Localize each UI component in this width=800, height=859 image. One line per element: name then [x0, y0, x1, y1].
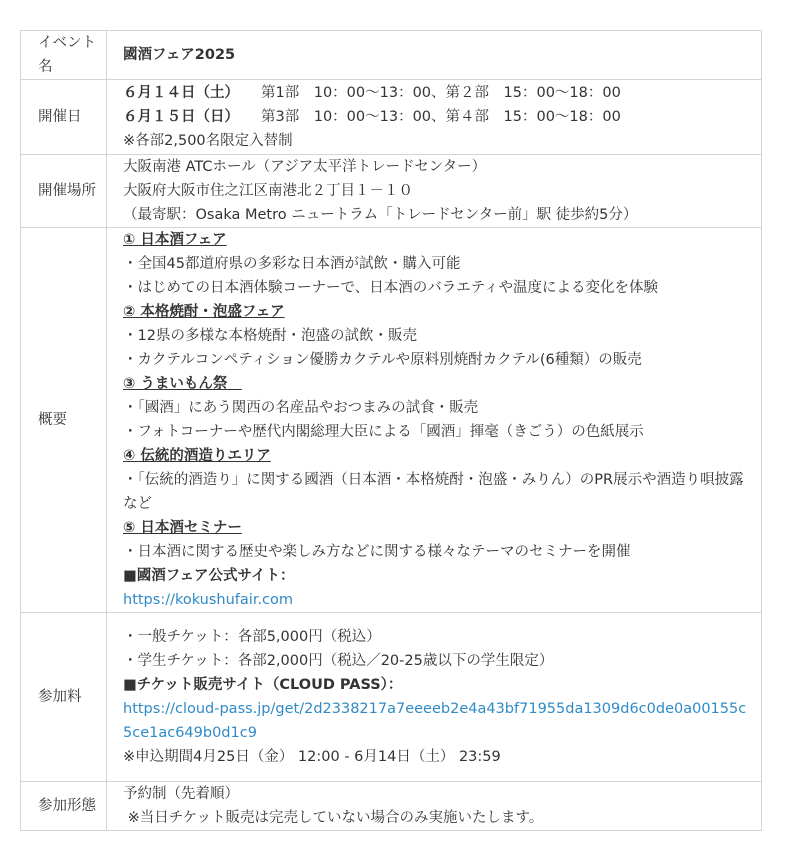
venue-address: 大阪府大阪市住之江区南港北２丁目１－１０ [123, 183, 413, 199]
format-label: 参加形態 [21, 782, 107, 831]
format-value: 予約制（先着順） [123, 786, 239, 802]
application-period: ※申込期間4月25日（金） 12:00 - 6月14日（土） 23:59 [123, 749, 501, 765]
venue-label: 開催場所 [21, 155, 107, 228]
date-2: ６月１５日（日） [123, 109, 239, 125]
event-name-label: イベント名 [21, 31, 107, 80]
official-site-label: ■國酒フェア公式サイト： [123, 568, 295, 584]
row-format [21, 782, 762, 831]
dates-label: 開催日 [21, 80, 107, 155]
row-venue [21, 155, 762, 228]
date-1: ６月１４日（土） [123, 85, 239, 101]
venue-name: 大阪南港 ATCホール（アジア太平洋トレードセンター） [123, 159, 487, 175]
date-line-1 [123, 81, 755, 105]
fee-label: 参加料 [21, 613, 107, 782]
date-2-sessions: 第3部 10：00～13：00、第４部 15：00～18：00 [261, 109, 621, 125]
event-info-table [20, 30, 762, 831]
overview-item: ・カクテルコンペティション優勝カクテルや原料別焼酎カクテル(6種類）の販売 [123, 352, 642, 368]
overview-item: ・はじめての日本酒体験コーナーで、日本酒のバラエティや温度による変化を体験 [123, 280, 659, 296]
venue-access: （最寄駅：Osaka Metro ニュートラム「トレードセンター前」駅 徒歩約5分） [123, 207, 638, 223]
row-overview [21, 228, 762, 613]
overview-heading-2: ② 本格焼酎・泡盛フェア [123, 304, 285, 320]
overview-label: 概要 [21, 228, 107, 613]
overview-heading-4: ④ 伝統的酒造りエリア [123, 448, 271, 464]
overview-item: ・「國酒」にあう関西の名産品やおつまみの試食・販売 [123, 400, 479, 416]
overview-item: ・フォトコーナーや歴代内閣総理大臣による「國酒」揮毫（きごう）の色紙展示 [123, 424, 644, 440]
event-name-value: 國酒フェア2025 [123, 47, 236, 63]
format-note: ※当日チケット販売は完売していない場合のみ実施いたします。 [123, 810, 544, 826]
overview-heading-1: ① 日本酒フェア [123, 232, 227, 248]
overview-item: ・「伝統的酒造り」に関する國酒（日本酒・本格焼酎・泡盛・みりん）のPR展示や酒造り唄披露など [123, 472, 744, 512]
overview-item: ・日本酒に関する歴史や楽しみ方などに関する様々なテーマのセミナーを開催 [123, 544, 631, 560]
dates-note: ※各部2,500名限定入替制 [123, 133, 293, 149]
overview-item: ・12県の多様な本格焼酎・泡盛の試飲・販売 [123, 328, 417, 344]
ticket-site-label: ■チケット販売サイト（CLOUD PASS）： [123, 677, 403, 693]
fee-student: ・学生チケット：各部2,000円（税込／20-25歳以下の学生限定） [123, 653, 554, 669]
official-site-link[interactable]: https://kokushufair.com [123, 592, 294, 608]
overview-heading-3: ③ うまいもん祭 [123, 376, 242, 392]
row-fee [21, 613, 762, 782]
overview-heading-5: ⑤ 日本酒セミナー [123, 520, 242, 536]
ticket-site-link[interactable]: https://cloud-pass.jp/get/2d2338217a7eeeeb2e4a43bf71955da1309d6c0de0a00155c5ce1ac649b0d1c9 [123, 701, 747, 741]
overview-item: ・全国45都道府県の多彩な日本酒が試飲・購入可能 [123, 256, 461, 272]
date-1-sessions: 第1部 10：00～13：00、第２部 15：00～18：00 [261, 85, 621, 101]
row-event-name [21, 31, 762, 80]
date-line-2 [123, 105, 755, 129]
row-dates [21, 80, 762, 155]
fee-general: ・一般チケット：各部5,000円（税込） [123, 629, 381, 645]
